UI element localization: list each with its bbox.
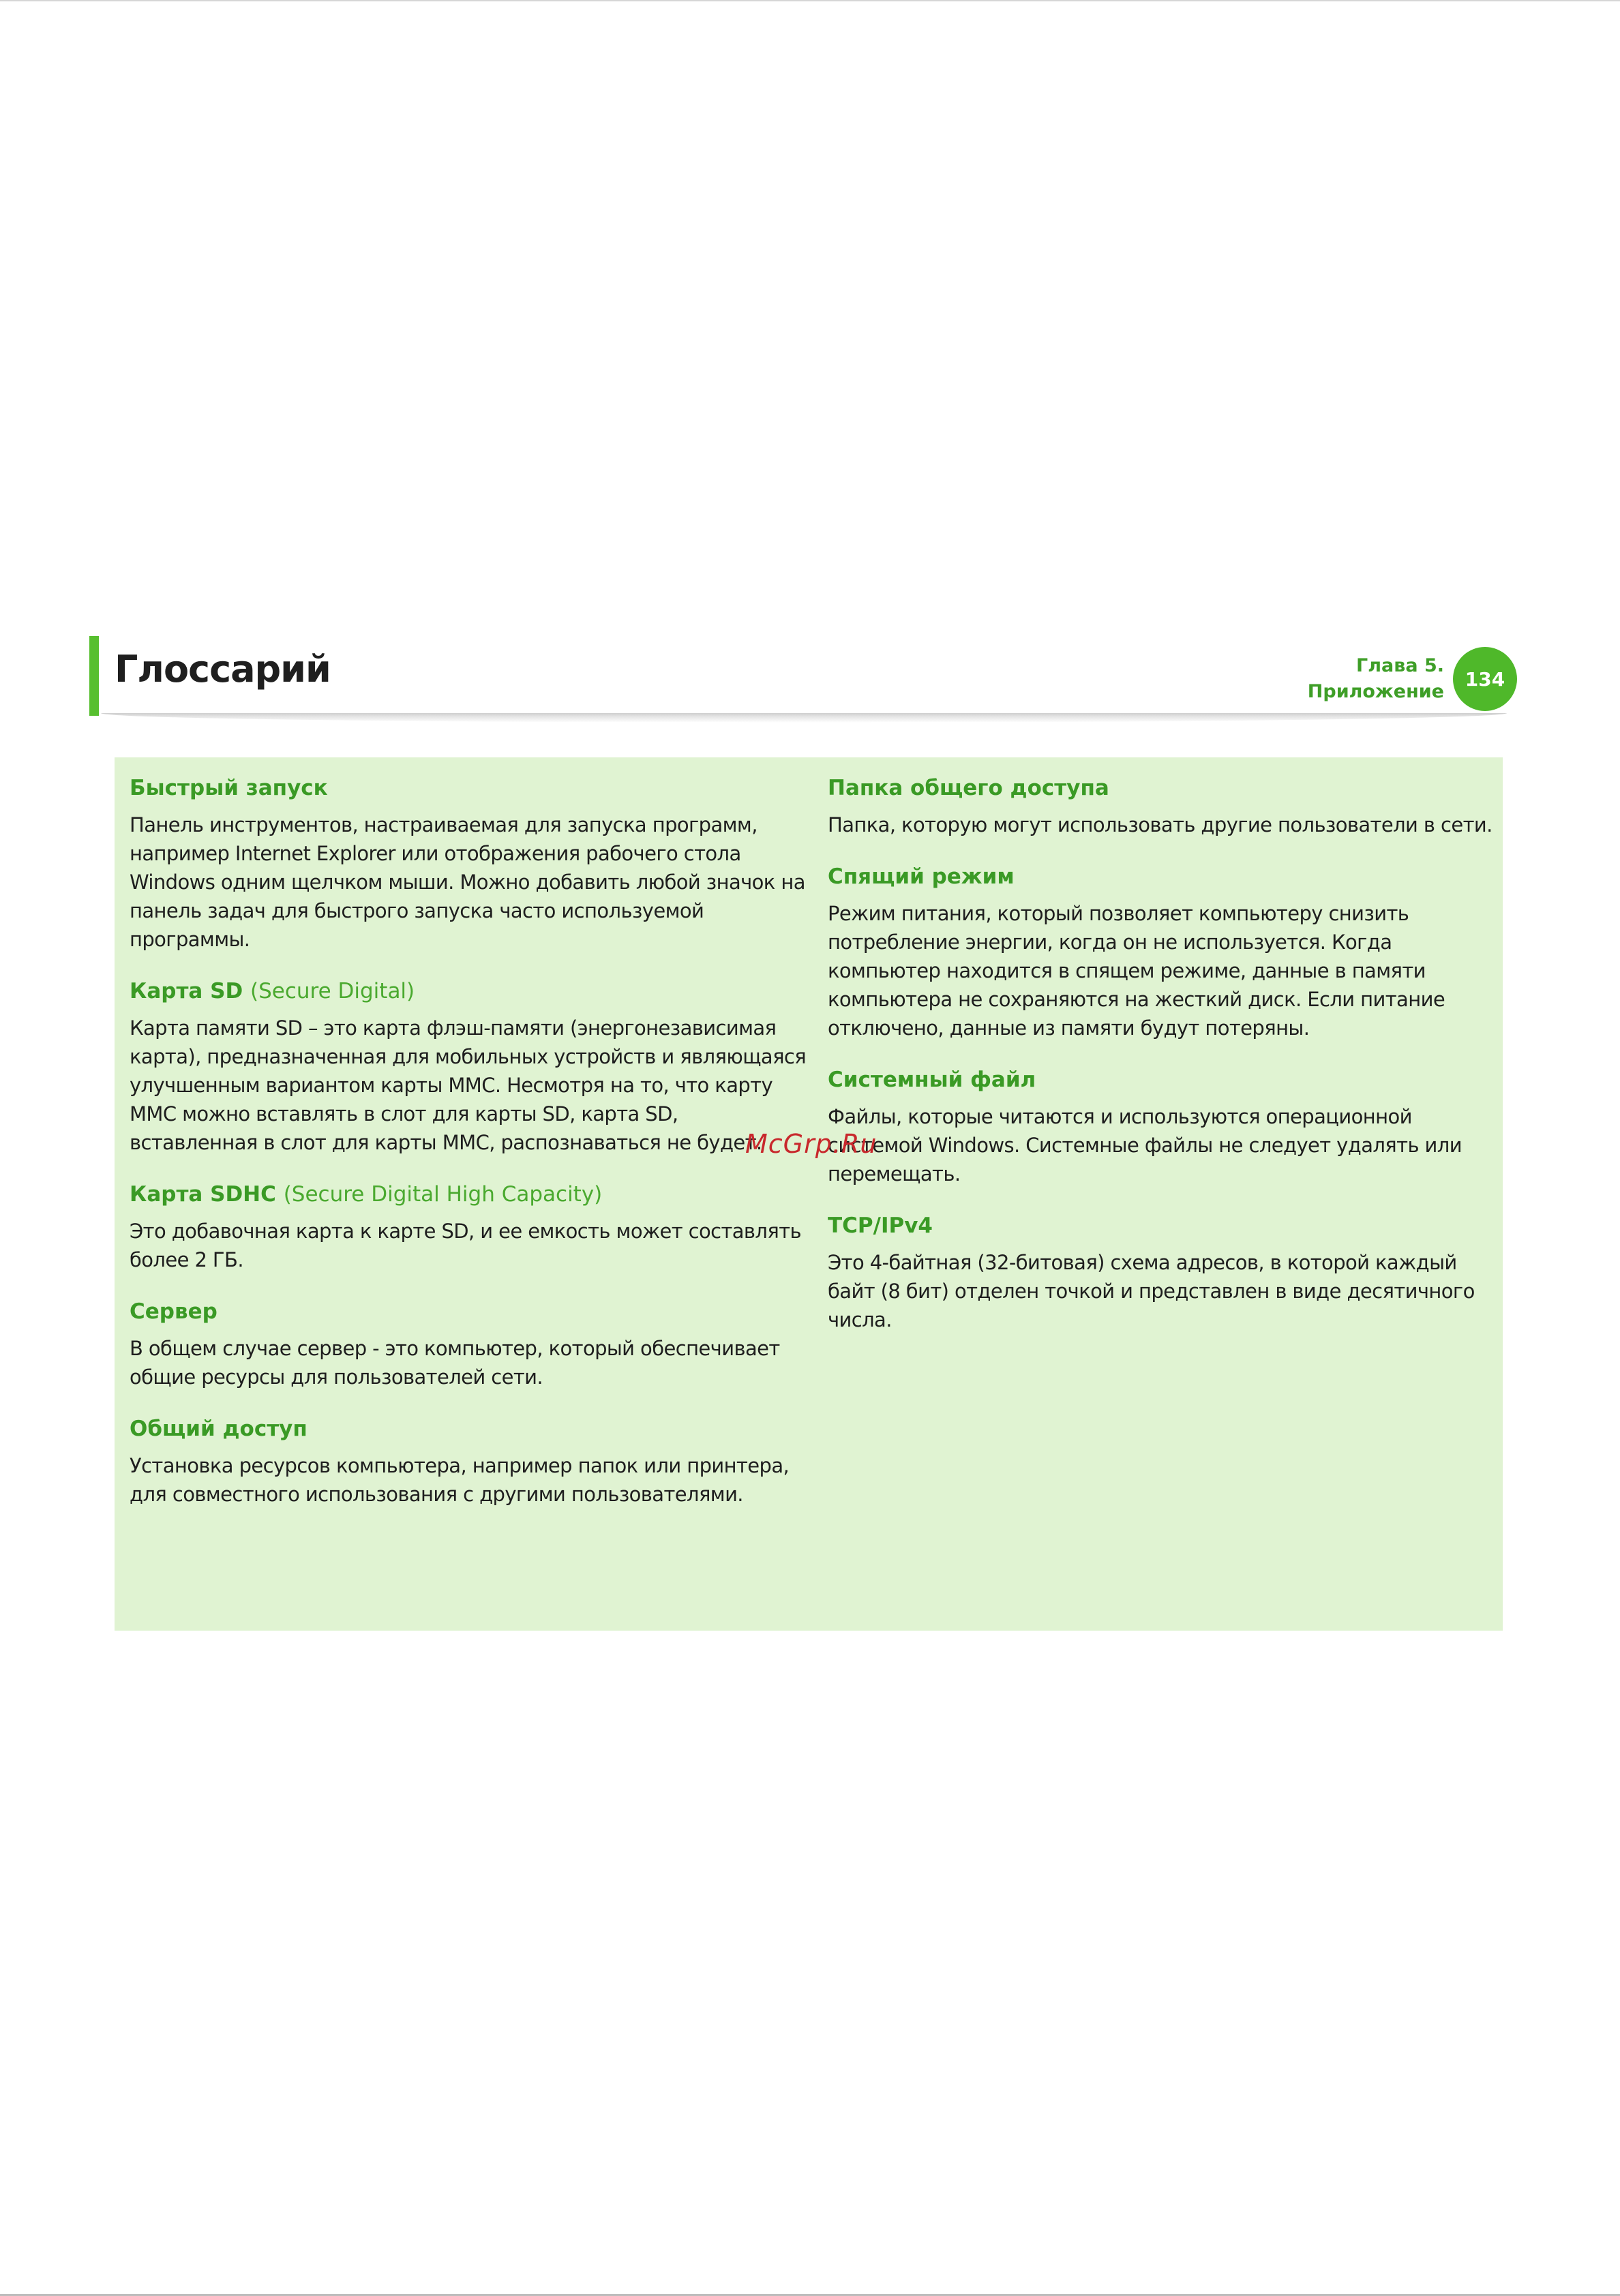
term-name: TCP/IPv4 [828,1213,933,1238]
title-accent-bar [89,636,99,716]
term-name: Быстрый запуск [130,776,328,800]
glossary-term [828,1207,1496,1244]
term-name: Системный файл [828,1068,1036,1092]
glossary-entry [130,1410,811,1509]
glossary-column-right [828,770,1496,1353]
glossary-box [115,757,1503,1631]
glossary-term [130,770,811,806]
term-name: Сервер [130,1299,217,1324]
glossary-definition: Карта памяти SD – это карта флэш-памяти (энергонезависимая карта), предназначенная для мобильных устройств и являющаяся улучшенным вариантом карты MMC. Несмотря на то, что карту MMC можно вставлять в слот для карты SD, карта SD, вставленная в слот для карты MMC, распознаваться не будет. [130,1016,807,1154]
glossary-definition: Это добавочная карта к карте SD, и ее емкость может составлять более 2 ГБ. [130,1220,801,1271]
glossary-term [828,1061,1496,1098]
term-name: Карта SD [130,979,243,1003]
term-name: Папка общего доступа [828,776,1109,800]
glossary-entry [828,770,1496,839]
glossary-definition: Папка, которую могут использовать другие пользователи в сети. [828,813,1492,836]
glossary-term [130,973,811,1010]
glossary-entry [828,1207,1496,1334]
glossary-entry [130,770,811,954]
glossary-term [130,1410,811,1447]
term-note: (Secure Digital High Capacity) [283,1182,603,1207]
glossary-definition: В общем случае сервер - это компьютер, который обеспечивает общие ресурсы для пользователей сети. [130,1337,780,1389]
term-name: Спящий режим [828,864,1015,889]
glossary-definition: Режим питания, который позволяет компьютеру снизить потребление энергии, когда он не используется. Когда компьютер находится в спящем режиме, данные в памяти компьютера не сохраняются на жесткий диск. Если питание отключено, данные из памяти будут потеряны. [828,902,1445,1040]
glossary-definition: Это 4-байтная (32-битовая) схема адресов, в которой каждый байт (8 бит) отделен точкой и представлен в виде десятичного числа. [828,1251,1475,1331]
page-title: Глоссарий [115,648,331,691]
chapter-label [1308,653,1444,705]
glossary-term [828,858,1496,895]
glossary-column-left [130,770,811,1528]
glossary-entry [130,1293,811,1391]
glossary-entry [130,973,811,1157]
chapter-name: Приложение [1307,681,1444,702]
glossary-term [828,770,1496,806]
glossary-definition: Панель инструментов, настраиваемая для запуска программ, например Internet Explorer или отображения рабочего стола Windows одним щелчком мыши. Можно добавить любой значок на панель задач для быстрого запуска часто используемой программы. [130,813,805,951]
glossary-definition: Файлы, которые читаются и используются операционной системой Windows. Системные файлы не следует удалять или перемещать. [828,1105,1462,1185]
glossary-entry [130,1176,811,1274]
page-number-badge [1453,647,1517,711]
watermark-text: McGrp.Ru [745,1129,877,1159]
glossary-entry [828,858,1496,1042]
glossary-term [130,1293,811,1330]
glossary-term [130,1176,811,1213]
term-name: Общий доступ [130,1417,308,1441]
term-name: Карта SDHC [130,1182,276,1207]
page-number: 134 [1465,667,1505,691]
glossary-definition: Установка ресурсов компьютера, например папок или принтера, для совместного использования с другими пользователями. [130,1454,790,1506]
chapter-number: Глава 5. [1356,655,1444,676]
glossary-entry [828,1061,1496,1188]
term-note: (Secure Digital) [250,979,415,1003]
